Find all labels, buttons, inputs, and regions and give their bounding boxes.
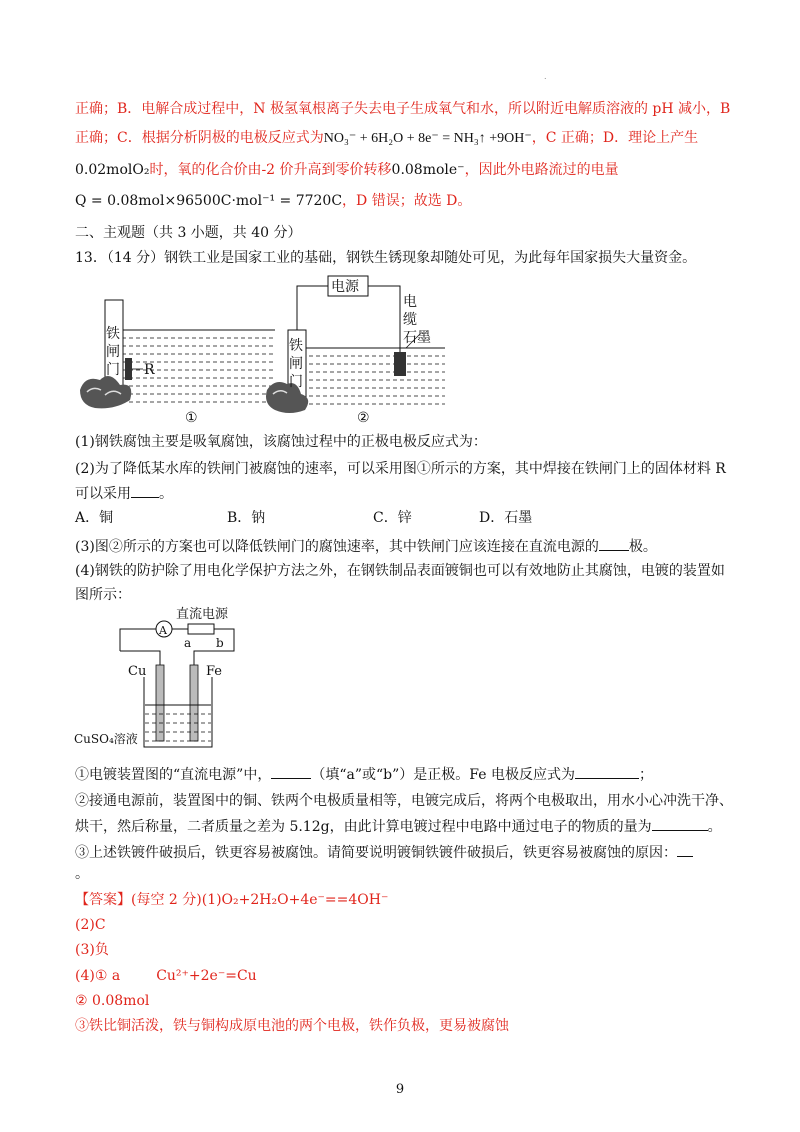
fig1-gate-char-2: 闸 xyxy=(106,344,120,360)
answer-label: 【答案】 xyxy=(75,892,131,908)
corrosion-protection-figures xyxy=(75,270,450,425)
q13-sub-2-end: 。 xyxy=(707,819,722,835)
fig2-gate-char-1: 铁 xyxy=(289,338,303,354)
q13-sub-3-text: ③上述铁镀件破损后，铁更容易被腐蚀。请简要说明镀铜铁镀件破损后，铁更容易被腐蚀的原因： xyxy=(75,845,677,861)
cu-electrode xyxy=(156,665,164,741)
q13-sub-1 xyxy=(75,764,653,785)
option-c[interactable]: C．锌 xyxy=(373,510,412,526)
answer-4a: (4)① a xyxy=(75,968,121,984)
answer-blank-4-1[interactable] xyxy=(271,764,311,779)
q13-sub-1-text: ①电镀装置图的“直流电源”中， xyxy=(75,767,272,783)
solution-line-2a: 正确；C．根据分析阴极的电极反应式为 xyxy=(75,130,324,146)
answer-blank-4-1b[interactable] xyxy=(575,764,639,779)
section-title: 二、主观题（共 3 小题，共 40 分） xyxy=(75,225,302,241)
solution-line-3d: ，因此外电路流过的电量 xyxy=(464,162,619,178)
q13-part-4-line-1: (4)钢铁的防护除了用电化学保护方法之外，在钢铁制品表面镀铜也可以有效地防止其腐蚀，电镀的装置如 xyxy=(75,563,725,579)
q13-sub-1-end: ； xyxy=(638,767,653,783)
fig2-cable-char-1: 电 xyxy=(403,294,417,310)
fig3-dc-label: 直流电源 xyxy=(176,607,229,622)
solution-line-1: 正确；B．电解合成过程中，N 极氢氧根离子失去电子生成氧气和水，所以附近电解质溶液的 pH 减小，B xyxy=(75,101,731,117)
fig2-graphite-label: 石墨 xyxy=(403,330,431,346)
beaker xyxy=(144,677,212,747)
q13-sub-2-line-2 xyxy=(75,816,722,837)
fig2-cable-char-2: 缆 xyxy=(403,312,417,328)
answer-5: ② 0.08mol xyxy=(75,993,150,1009)
option-a[interactable]: A．铜 xyxy=(75,510,114,526)
fig2-gate-char-2: 闸 xyxy=(289,356,303,372)
answer-1: (每空 2 分)(1)O₂+2H₂O+4e⁻==4OH⁻ xyxy=(131,892,389,908)
fig3-cu-label: Cu xyxy=(128,664,147,679)
fig1-gate-char-3: 门 xyxy=(106,362,120,378)
solution-line-3b: 时，氧的化合价由-2 价升高到零价转移 xyxy=(149,162,392,178)
q13-part-3 xyxy=(75,536,657,557)
fig1-gate-char-1: 铁 xyxy=(106,326,120,342)
answer-3: (3)负 xyxy=(75,942,109,958)
q13-part-2-line-1: (2)为了降低某水库的铁闸门被腐蚀的速率，可以采用图①所示的方案，其中焊接在铁闸门上的固体材料 R xyxy=(75,461,726,477)
q13-part-4-line-2: 图所示： xyxy=(75,587,131,603)
fig1-caption: ① xyxy=(185,410,198,425)
q13-sub-2-line-1: ②接通电源前，装置图中的铜、铁两个电极质量相等，电镀完成后，将两个电极取出，用水小心冲洗干净、 xyxy=(75,793,733,809)
solution-line-4 xyxy=(75,191,471,211)
q13-sub-3-line-1 xyxy=(75,842,693,863)
answer-6: ③铁比铜活泼，铁与铜构成原电池的两个电极，铁作负极，更易被腐蚀 xyxy=(75,1018,509,1034)
fig2-power-label: 电源 xyxy=(331,279,359,295)
option-b[interactable]: B．钠 xyxy=(227,510,266,526)
solution-line-2 xyxy=(75,128,698,149)
electroplating-figure xyxy=(72,603,272,753)
q13-part-1: (1)钢铁腐蚀主要是吸氧腐蚀，该腐蚀过程中的正极电极反应式为： xyxy=(75,434,487,450)
answer-4b: Cu²⁺+2e⁻=Cu xyxy=(156,968,257,984)
q13-sub-2-text: 烘干，然后称量，二者质量之差为 5.12g，由此计算电镀过程中电路中通过电子的物质的量为 xyxy=(75,819,652,835)
q13-sub-3-line-2: 。 xyxy=(75,866,89,882)
q13-part-2-end: 。 xyxy=(159,486,173,502)
header-mark: . xyxy=(544,72,547,81)
solution-line-2b: ，C 正确；D．理论上产生 xyxy=(531,130,699,146)
option-d[interactable]: D．石墨 xyxy=(479,510,533,526)
answer-4 xyxy=(75,966,257,986)
fe-electrode xyxy=(190,665,198,741)
q13-intro: 13．（14 分）钢铁工业是国家工业的基础，钢铁生锈现象却随处可见，为此每年国家损失大量资金。 xyxy=(75,250,697,266)
q13-part-2-line-2 xyxy=(75,483,173,504)
fig2-gate-char-3: 门 xyxy=(289,374,303,390)
fig3-fe-label: Fe xyxy=(206,664,223,679)
graphite-electrode xyxy=(394,352,406,376)
answer-blank-4-3[interactable] xyxy=(677,842,693,857)
charge-equation: Q = 0.08mol×96500C·mol⁻¹ = 7720C xyxy=(75,193,343,209)
oxygen-amount: 0.02molO₂ xyxy=(75,162,150,178)
fig3-solution-label: CuSO₄溶液 xyxy=(74,732,138,746)
answer-blank-3[interactable] xyxy=(599,536,629,551)
fig3-a-label: a xyxy=(184,636,192,650)
q13-sub-1-mid: （填“a”或“b”）是正极。Fe 电极反应式为 xyxy=(311,767,575,783)
electron-amount: 0.08mole⁻ xyxy=(391,162,465,178)
answer-blank-2[interactable] xyxy=(131,483,159,498)
q13-part-2-text: 可以采用 xyxy=(75,486,131,502)
cathode-equation: NO₃⁻ + 6H₂O + 8e⁻ = NH₃↑ +9OH⁻ xyxy=(323,131,532,146)
answer-blank-4-2[interactable] xyxy=(652,816,708,831)
material-r xyxy=(125,358,132,380)
fig3-b-label: b xyxy=(216,636,224,650)
solution-line-3 xyxy=(75,160,619,180)
answer-line-1 xyxy=(75,890,388,910)
dc-power-supply xyxy=(188,624,214,634)
q13-part-3-end: 极。 xyxy=(628,539,657,555)
solution-line-4b: ，D 错误；故选 D。 xyxy=(342,193,472,209)
answer-2: (2)C xyxy=(75,917,106,933)
q13-part-3-text: (3)图②所示的方案也可以降低铁闸门的腐蚀速率，其中铁闸门应该连接在直流电源的 xyxy=(75,539,599,555)
fig3-ammeter-label: A xyxy=(159,624,167,637)
fig2-caption: ② xyxy=(357,410,370,425)
page-number: 9 xyxy=(395,1082,405,1097)
fig1-r-label: R xyxy=(144,362,155,378)
